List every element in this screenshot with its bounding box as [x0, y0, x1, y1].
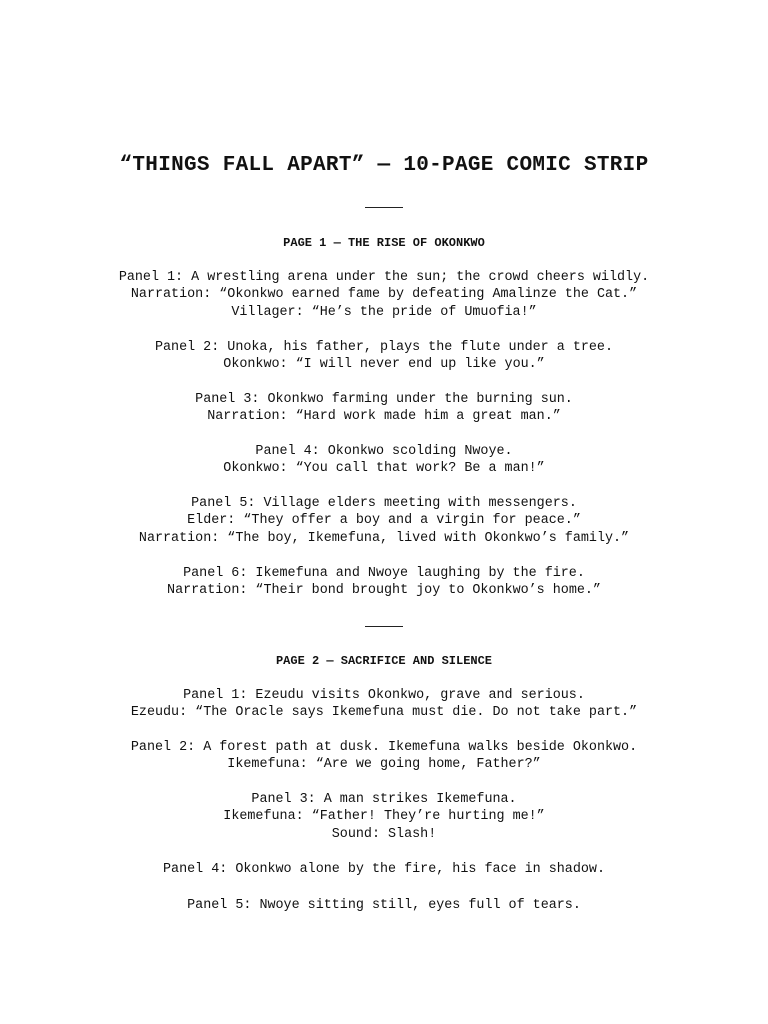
panel-line: Panel 4: Okonkwo scolding Nwoye.	[255, 444, 513, 459]
panel-line: Panel 6: Ikemefuna and Nwoye laughing by the fire.	[183, 566, 585, 581]
panel-line: Ikemefuna: “Are we going home, Father?”	[227, 757, 541, 773]
panel-line: Panel 3: Okonkwo farming under the burning sun.	[195, 392, 573, 407]
page-2-panel-3	[0, 791, 768, 843]
section-divider	[365, 207, 403, 208]
panel-line: Panel 1: A wrestling arena under the sun; the crowd cheers wildly.	[118, 270, 650, 285]
panel-line: Ezeudu: “The Oracle says Ikemefuna must die. Do not take part.”	[130, 705, 638, 721]
panel-line: Panel 5: Nwoye sitting still, eyes full of tears.	[187, 898, 581, 913]
panel-line: Narration: “Hard work made him a great man.”	[207, 409, 561, 425]
panel-line: Sound: Slash!	[331, 826, 437, 842]
panel-line: Panel 1: Ezeudu visits Okonkwo, grave and serious.	[183, 688, 585, 703]
page-1-panel-2	[0, 339, 768, 374]
page-1-panel-4	[0, 443, 768, 478]
page-2-panel-1	[0, 687, 768, 722]
page-1-panel-1	[0, 269, 768, 321]
page-2-heading: PAGE 2 — SACRIFICE AND SILENCE	[275, 654, 493, 668]
panel-line: Panel 5: Village elders meeting with messengers.	[191, 496, 577, 511]
page-1-panel-3	[0, 391, 768, 426]
page-1-panel-6	[0, 565, 768, 600]
panel-line: Panel 3: A man strikes Ikemefuna.	[251, 792, 517, 807]
panel-line: Okonkwo: “You call that work? Be a man!”	[223, 461, 545, 477]
page-1-panel-5	[0, 495, 768, 547]
panel-line: Okonkwo: “I will never end up like you.”	[223, 357, 545, 373]
panel-line: Elder: “They offer a boy and a virgin for peace.”	[187, 513, 581, 529]
page-1-heading: PAGE 1 — THE RISE OF OKONKWO	[283, 236, 485, 250]
panel-line: Panel 2: Unoka, his father, plays the flute under a tree.	[154, 340, 614, 355]
section-divider	[365, 626, 403, 627]
panel-line: Villager: “He’s the pride of Umuofia!”	[231, 304, 537, 320]
panel-line: Ikemefuna: “Father! They’re hurting me!”	[223, 809, 545, 825]
page-2-panel-2	[0, 739, 768, 774]
page-2-panel-5	[0, 897, 768, 914]
page-2-panel-4	[0, 861, 768, 878]
panel-line: Narration: “Their bond brought joy to Okonkwo’s home.”	[167, 583, 601, 599]
panel-line: Narration: “The boy, Ikemefuna, lived with Okonkwo’s family.”	[138, 530, 630, 546]
panel-line: Narration: “Okonkwo earned fame by defeating Amalinze the Cat.”	[130, 287, 638, 303]
panel-line: Panel 4: Okonkwo alone by the fire, his face in shadow.	[163, 862, 605, 877]
document-title: “THINGS FALL APART” — 10-PAGE COMIC STRIP	[119, 154, 649, 177]
panel-line: Panel 2: A forest path at dusk. Ikemefuna walks beside Okonkwo.	[130, 740, 638, 755]
